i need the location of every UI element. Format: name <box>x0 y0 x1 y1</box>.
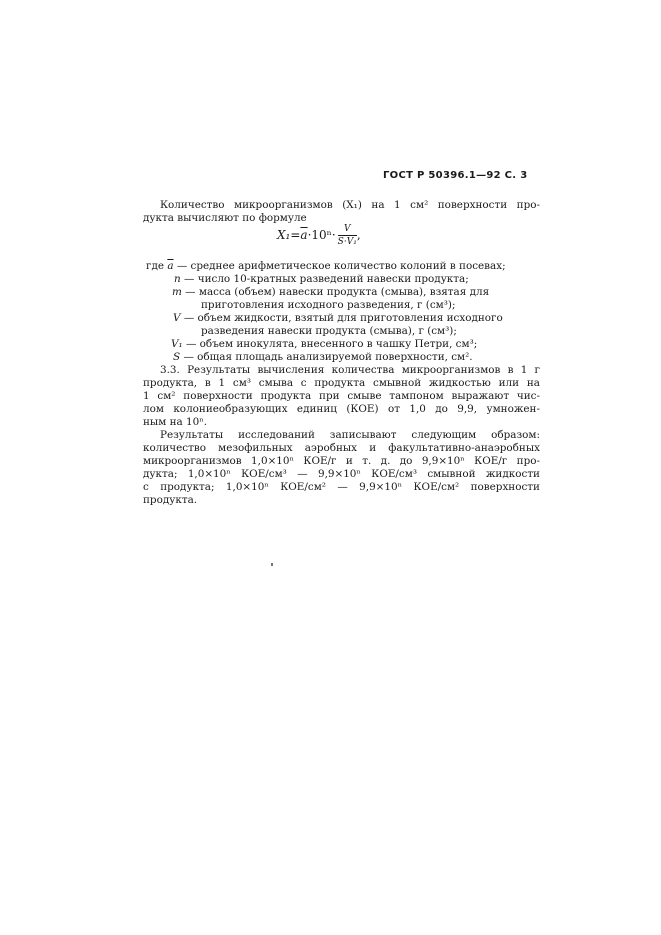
def-text: — общая площадь анализируемой поверхности, см². <box>183 351 473 363</box>
results-line-2: количество мезофильных аэробных и факультативно-анаэробных <box>143 442 540 454</box>
section-3-3-line-3: 1 см² поверхности продукта при смыве тампоном выражают чис- <box>143 390 540 402</box>
formula-denominator: S·V₁ <box>337 237 357 247</box>
results-line-4: дукта; 1,0×10ⁿ КОЕ/см³ — 9,9×10ⁿ КОЕ/см³ смывной жидкости <box>143 468 540 480</box>
formula-numerator: V <box>338 224 357 236</box>
section-3-3-line-5: ным на 10ⁿ. <box>143 416 208 428</box>
def-symbol: S <box>173 351 181 363</box>
def-text: — среднее арифметическое количество колоний в посевах; <box>176 260 506 272</box>
definition-s <box>173 351 473 364</box>
formula <box>277 224 361 254</box>
formula-lhs: X₁ <box>277 228 291 242</box>
def-prefix: где <box>146 260 164 272</box>
definition-v1 <box>171 338 477 351</box>
formula-abar: $\overline{a}$ <box>300 228 308 242</box>
definition-m-cont: приготовления исходного разведения, г (см³); <box>201 299 456 311</box>
definition-v <box>173 312 503 325</box>
results-line-6: продукта. <box>143 494 198 506</box>
definition-m <box>172 286 489 299</box>
def-symbol: $\overline{a}$ <box>167 260 174 272</box>
definition-n <box>174 273 469 286</box>
running-header: ГОСТ Р 50396.1—92 С. 3 <box>383 170 528 181</box>
def-text: — объем жидкости, взятый для приготовления исходного <box>183 312 503 324</box>
def-symbol: V₁ <box>171 338 183 350</box>
section-3-3-line-4: лом колониеобразующих единиц (КОЕ) от 1,0 до 9,9, умножен- <box>143 403 540 415</box>
intro-line-2: дукта вычисляют по формуле <box>143 212 307 224</box>
formula-fraction <box>338 224 357 247</box>
results-line-3: микроорганизмов 1,0×10ⁿ КОЕ/г и т. д. до 9,9×10ⁿ КОЕ/г про- <box>143 455 540 467</box>
section-3-3-line-1: 3.3. Результаты вычисления количества микроорганизмов в 1 г <box>160 364 540 376</box>
results-line-1: Результаты исследований записывают следующим образом: <box>160 429 540 441</box>
formula-mid: ·10ⁿ· <box>307 228 336 242</box>
def-symbol: n <box>174 273 181 285</box>
formula-tail: , <box>356 228 361 242</box>
section-3-3-line-2: продукта, в 1 см³ смыва с продукта смывной жидкостью или на <box>143 377 540 389</box>
results-line-5: с продукта; 1,0×10ⁿ КОЕ/см² — 9,9×10ⁿ КОЕ/см² поверхности <box>143 481 540 493</box>
def-text: — объем инокулята, внесенного в чашку Петри, см³; <box>185 338 478 350</box>
def-text: — число 10-кратных разведений навески продукта; <box>184 273 469 285</box>
intro-line-1: Количество микроорганизмов (X₁) на 1 см² поверхности про- <box>160 199 540 211</box>
def-text: — масса (объем) навески продукта (смыва), взятая для <box>185 286 490 298</box>
scan-speck <box>271 563 273 566</box>
definition-a <box>146 260 506 273</box>
def-symbol: m <box>172 286 182 298</box>
definition-v-cont: разведения навески продукта (смыва), г (см³); <box>201 325 457 337</box>
def-symbol: V <box>173 312 181 324</box>
formula-eq: = <box>290 228 301 242</box>
